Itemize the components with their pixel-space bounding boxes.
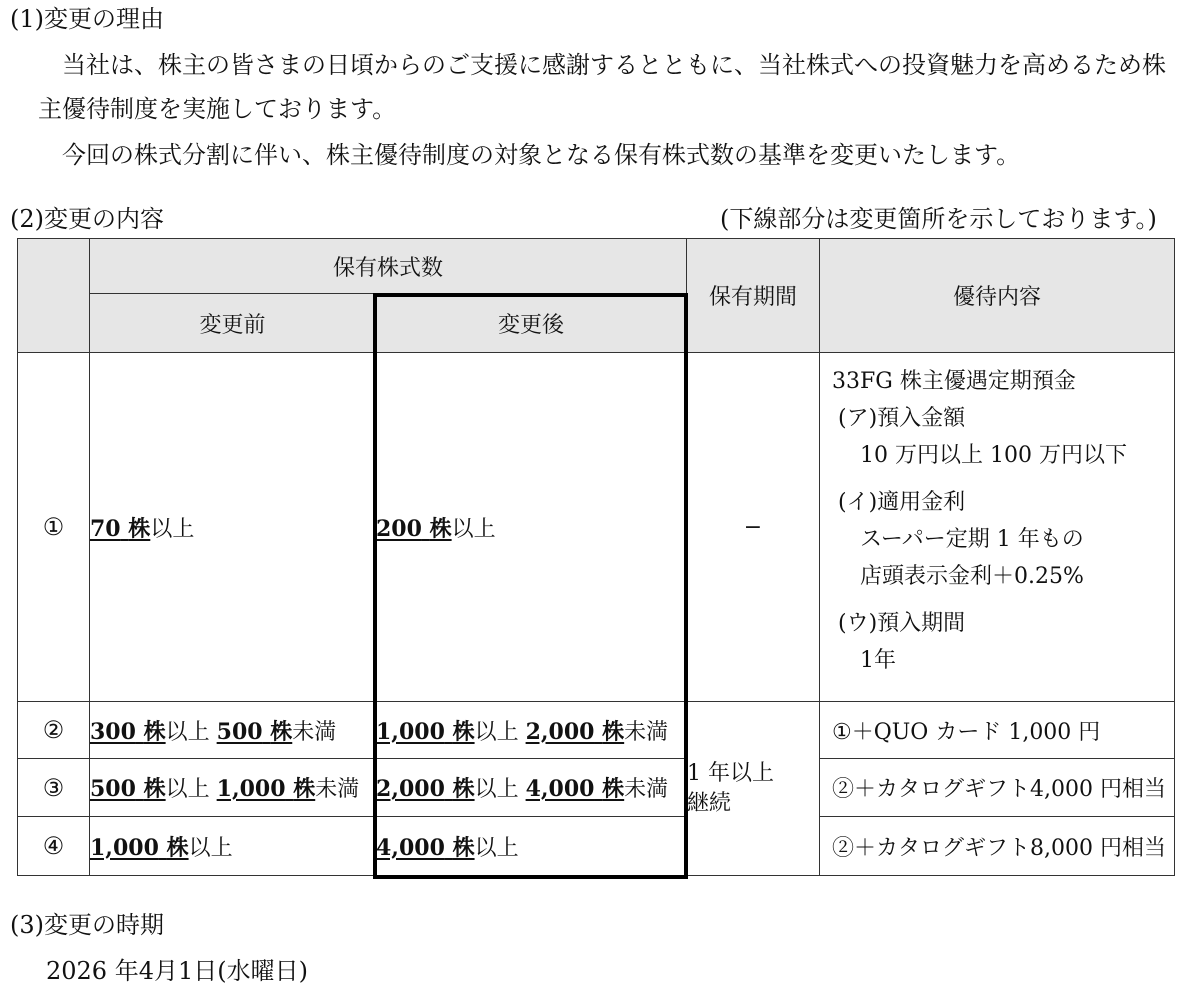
benefit-i-value2: 店頭表示金利＋0.25% bbox=[860, 564, 1084, 589]
section2-heading: (2)変更の内容 bbox=[10, 205, 164, 233]
benefit-a-value: 10 万円以上 100 万円以下 bbox=[860, 443, 1127, 468]
after-threshold: 2,000 株以上 4,000 株未満 bbox=[376, 759, 687, 817]
header-period: 保有期間 bbox=[687, 239, 820, 353]
table-row bbox=[18, 353, 1175, 702]
section1-para1-line2: 主優待制度を実施しております。 bbox=[38, 95, 397, 123]
after-threshold: 1,000 株以上 2,000 株未満 bbox=[376, 702, 687, 759]
benefit-u-label: (ウ)預入期間 bbox=[838, 611, 966, 636]
before-threshold: 500 株以上 1,000 株未満 bbox=[90, 759, 376, 817]
header-before: 変更前 bbox=[90, 294, 376, 353]
period-line2: 継続 bbox=[687, 790, 732, 816]
benefit-content bbox=[820, 353, 1175, 702]
holding-period-shared bbox=[687, 702, 820, 876]
holding-period: − bbox=[687, 353, 820, 702]
before-threshold: 70 株以上 bbox=[90, 353, 376, 702]
section3-heading: (3)変更の時期 bbox=[10, 911, 164, 939]
benefit-table bbox=[17, 238, 1175, 876]
table-row bbox=[18, 759, 1175, 817]
section3-date: 2026 年4月1日(水曜日) bbox=[46, 957, 308, 985]
benefit-content: ②＋カタログギフト4,000 円相当 bbox=[820, 759, 1175, 817]
after-threshold: 4,000 株以上 bbox=[376, 817, 687, 876]
section2-note: (下線部分は変更箇所を示しております。) bbox=[720, 205, 1157, 233]
row-number: ① bbox=[18, 353, 90, 702]
header-after: 変更後 bbox=[376, 294, 687, 353]
before-threshold: 300 株以上 500 株未満 bbox=[90, 702, 376, 759]
benefit-i-value1: スーパー定期 1 年もの bbox=[860, 527, 1084, 552]
benefit-a-label: (ア)預入金額 bbox=[838, 406, 966, 431]
header-no-blank bbox=[18, 239, 90, 353]
header-holdings: 保有株式数 bbox=[90, 239, 687, 294]
after-threshold: 200 株以上 bbox=[376, 353, 687, 702]
benefit-title: 33FG 株主優遇定期預金 bbox=[832, 369, 1076, 394]
period-line1: 1 年以上 bbox=[687, 760, 774, 786]
benefit-u-value: 1年 bbox=[860, 648, 896, 673]
before-threshold: 1,000 株以上 bbox=[90, 817, 376, 876]
table-row bbox=[18, 817, 1175, 876]
row-number: ② bbox=[18, 702, 90, 759]
section1-para2: 今回の株式分割に伴い、株主優待制度の対象となる保有株式数の基準を変更いたします。 bbox=[62, 141, 1021, 169]
section1-heading: (1)変更の理由 bbox=[10, 5, 164, 33]
benefit-content: ①＋QUO カード 1,000 円 bbox=[820, 702, 1175, 759]
row-number: ④ bbox=[18, 817, 90, 876]
benefit-i-label: (イ)適用金利 bbox=[838, 490, 966, 515]
header-benefit: 優待内容 bbox=[820, 239, 1175, 353]
benefit-content: ②＋カタログギフト8,000 円相当 bbox=[820, 817, 1175, 876]
row-number: ③ bbox=[18, 759, 90, 817]
table-row bbox=[18, 702, 1175, 759]
section1-para1-line1: 当社は、株主の皆さまの日頃からのご支援に感謝するとともに、当社株式への投資魅力を高めるため株 bbox=[62, 51, 1166, 79]
